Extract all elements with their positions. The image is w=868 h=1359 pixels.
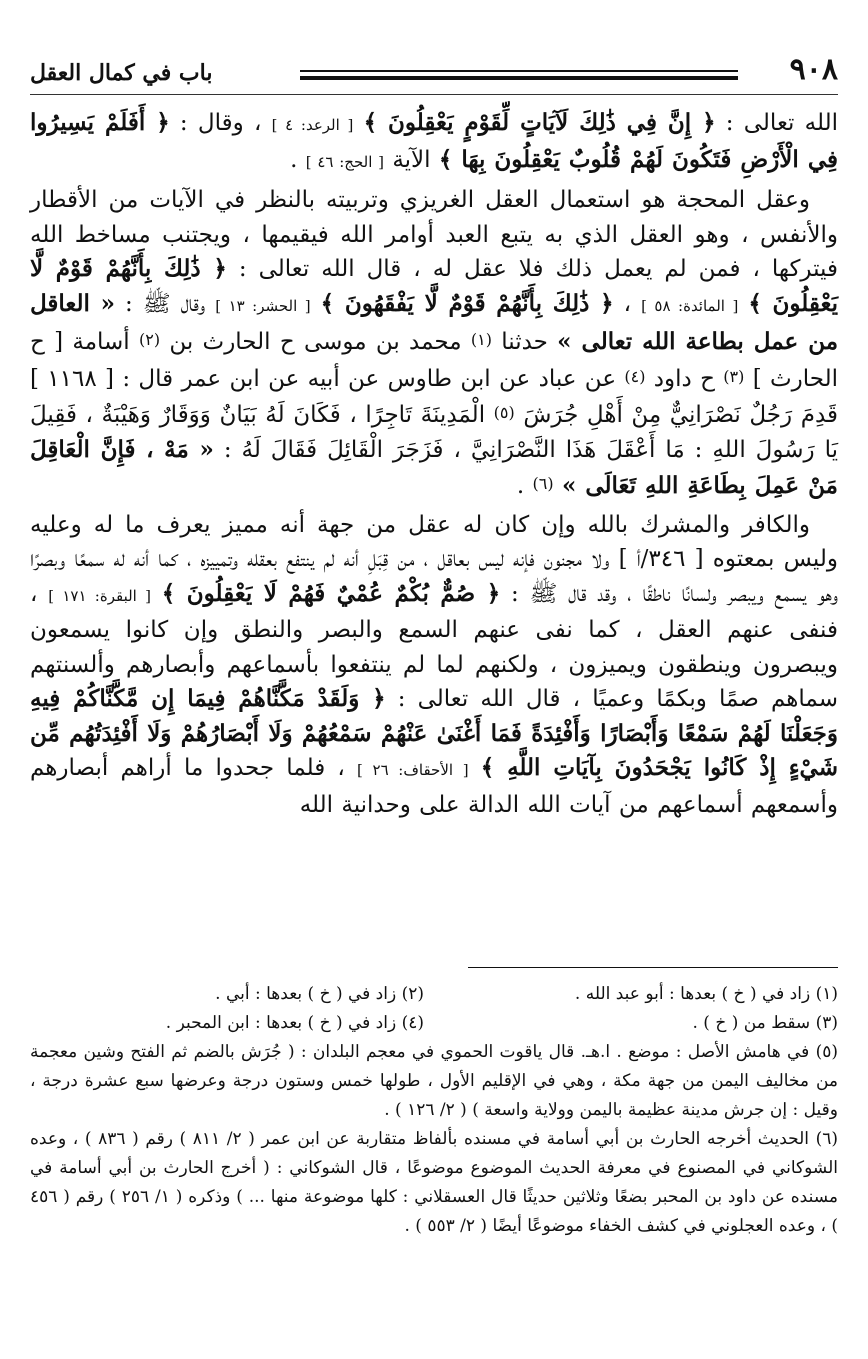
footnote-marker[interactable]: (٣) <box>723 366 745 386</box>
hadith-text: الْمَدِينَةَ تَاجِرًا ، فَكَانَ لَهُ بَيَانٌ وَوَقَارٌ وَهَيْبَةٌ ، فَقِيلَ يَا رَسُولَ اللهِ : مَا أَعْقَلَ هَذَا النَّصْرَانِيَّ ، فَزَجَرَ الْقَائِلَ فَقَالَ لَهُ : <box>30 402 838 463</box>
text-run: الآية <box>392 146 431 173</box>
header-rule <box>300 70 738 72</box>
quran-verse: ﴿ وَلَقَدْ مَكَّنَّاهُمْ فِيمَا إِن مَّكَّنَّاكُمْ فِيهِ وَجَعَلْنَا لَهُمْ سَمْعًا وَأَبْصَارًا وَأَفْئِدَةً فَمَا أَغْنَىٰ عَنْهُمْ سَمْعُهُمْ وَلَا أَبْصَارُهُمْ وَلَا أَفْئِدَتُهُم مِّن شَيْءٍ إِذْ كَانُوا يَجْحَدُونَ بِآيَاتِ اللَّهِ ﴾ <box>30 685 838 781</box>
text-run: . <box>516 473 525 499</box>
main-text <box>30 106 838 826</box>
footnote-3: (٣) سقط من ( خ ) . <box>692 1013 838 1033</box>
text-run: حدثنا <box>501 329 548 355</box>
footnote-grid <box>30 980 838 1038</box>
chapter-title: باب في كمال العقل <box>30 60 213 86</box>
text-run: وعقل المحجة هو استعمال العقل الغريزي وتربيته بالنظر في الآيات من الأقطار والأنفس ، وهو العقل الذي به يتبع العبد أوامر الله فيقيمها ، ويجتنب مساخط الله فيتركها ، فمن لم يعمل ذلك فلا عقل له ، قال الله تعالى : <box>30 187 838 282</box>
text-run: عن عباد عن ابن طاوس عن أبيه عن ابن عمر قال : [ ١١٦٨ ] <box>30 365 617 392</box>
quran-verse: ﴿ صُمٌّ بُكْمٌ عُمْيٌ فَهُمْ لَا يَعْقِلُونَ ﴾ <box>161 579 501 607</box>
text-run: . <box>290 146 298 173</box>
verse-reference: [ الحشر: ١٣ ] <box>215 296 311 315</box>
text-run: الله تعالى : <box>725 110 839 136</box>
verse-reference: [ الأحقاف: ٢٦ ] <box>357 761 469 779</box>
verse-reference: [ البقرة: ١٧١ ] <box>48 586 151 605</box>
text-run: محمد بن موسى ح الحارث بن <box>169 329 462 355</box>
paragraph-2 <box>30 183 838 504</box>
verse-reference: [ الرعد: ٤ ] <box>271 116 354 134</box>
text-run: أسامة [ ح الحارث ] <box>30 329 839 392</box>
page-number: ٩٠٨ <box>789 52 838 87</box>
footnote-marker[interactable]: (٥) <box>493 403 515 422</box>
text-run: ، فنفى عنهم العقل ، كما نفى عنهم السمع والبصر والنطق وإن كانوا يسمعون ويبصرون وينطقون ويميزون ، ولكنهم لما لم ينتفعوا بأسماعهم وأبصارهم وألسنتهم سماهم صمًا وبكمًا وعميًا ، قال الله تعالى : <box>30 580 838 712</box>
header-underline <box>30 94 838 95</box>
footnote-marker[interactable]: (٢) <box>138 330 161 349</box>
quran-verse: ﴿ ذَٰلِكَ بِأَنَّهُمْ قَوْمٌ لَّا يَعْقِلُونَ ﴾ <box>30 255 839 317</box>
footnote-1: (١) زاد في ( خ ) بعدها : أبو عبد الله . <box>574 984 838 1004</box>
text-run: ، فلما جحدوا ما أراهم أبصارهم وأسمعهم أسماعهم من آيات الله الدالة على وحدانية الله <box>30 755 838 818</box>
footnote-6: (٦) الحديث أخرجه الحارث بن أبي أسامة في مسنده بألفاظ متقاربة عن ابن عمر ( ٢/ ٨١١ ) رقم ( ٨٣٦ ) ، وعده الشوكاني في المصنوع في معرفة الحديث الموضوع موضوعًا ، قال الشوكاني : ( أخرج الحارث بن أبي أسامة في مسنده عن داود بن المحبر بضعًا وثلاثين حديثًا قال العسقلاني : كلها موضوعة منها ... ) وذكره ( ١/ ٢٥٦ ) رقم ( ٤٥٦ ) ، وعده العجلوني في كشف الخفاء موضوعًا أيضًا ( ٢/ ٥٥٣ ) . <box>30 1129 839 1236</box>
footnote-2: (٢) زاد في ( خ ) بعدها : أبي . <box>215 984 424 1004</box>
hadith-text: قَدِمَ رَجُلٌ نَصْرَانِيٌّ مِنْ أَهْلِ جُرَشَ <box>523 402 839 428</box>
text-run: والكافر والمشرك بالله وإن كان له عقل من جهة أنه مميز يعرف ما له وعليه وليس بمعتوه [ ٣٤٦/أ ] ولا مجنون فإنه ليس بعاقل ، من قِبَلِ أنه لم ينتفع بعقله وتمييزه ، كما أنه له سمعًا وبصرًا وهو يسمع ويبصر ولسانًا ناطقًا ، وقد قال ﷺ : <box>30 511 839 607</box>
footnote-marker[interactable]: (٤) <box>624 366 646 386</box>
footnote-5: (٥) في هامش الأصل : موضع . ا.هـ. قال ياقوت الحموي في معجم البلدان : ( جُرَش بالضم ثم الفتح وشين معجمة من مخاليف اليمن من جهة مكة ، وهي في الإقليم الأول ، طولها خمس وستون درجة وعرضها سبع عشرة درجة ، وقيل : إن جرش مدينة عظيمة باليمن وولاية واسعة ) ( ٢/ ١٢٦ ) . <box>30 1042 838 1120</box>
page-header <box>30 52 838 96</box>
text-run: وقال ﷺ : <box>125 290 206 317</box>
text-run: ، وقال : <box>179 110 262 136</box>
footnote-4: (٤) زاد في ( خ ) بعدها : ابن المحبر . <box>165 1013 424 1033</box>
header-rule-thick <box>300 76 738 80</box>
verse-reference: [ الحج: ٤٦ ] <box>305 152 384 171</box>
footnote-marker[interactable]: (٦) <box>532 474 554 493</box>
quran-verse: ﴿ أَفَلَمْ يَسِيرُوا فِي الْأَرْضِ فَتَكُونَ لَهُمْ قُلُوبٌ يَعْقِلُونَ بِهَا ﴾ <box>30 109 838 173</box>
footnote-marker[interactable]: (١) <box>470 330 492 349</box>
quran-verse: ﴿ إِنَّ فِي ذَٰلِكَ لَآيَاتٍ لِّقَوْمٍ يَعْقِلُونَ ﴾ <box>363 109 716 136</box>
hadith-quote: « مَهْ ، فَإِنَّ الْعَاقِلَ مَنْ عَمِلَ بِطَاعَةِ اللهِ تَعَالَى » <box>30 435 838 499</box>
verse-reference: [ المائدة: ٥٨ ] <box>641 296 739 315</box>
footnotes <box>30 980 838 1241</box>
hadith-quote: « العاقل من عمل بطاعة الله تعالى » <box>30 289 839 355</box>
paragraph-1 <box>30 106 838 179</box>
quran-verse: ﴿ ذَٰلِكَ بِأَنَّهُمْ قَوْمٌ لَّا يَفْقَهُونَ ﴾ <box>320 289 614 317</box>
text-run: ، <box>623 290 632 317</box>
footnote-separator <box>468 967 838 968</box>
text-run: ح داود <box>653 365 715 392</box>
paragraph-3 <box>30 508 838 823</box>
